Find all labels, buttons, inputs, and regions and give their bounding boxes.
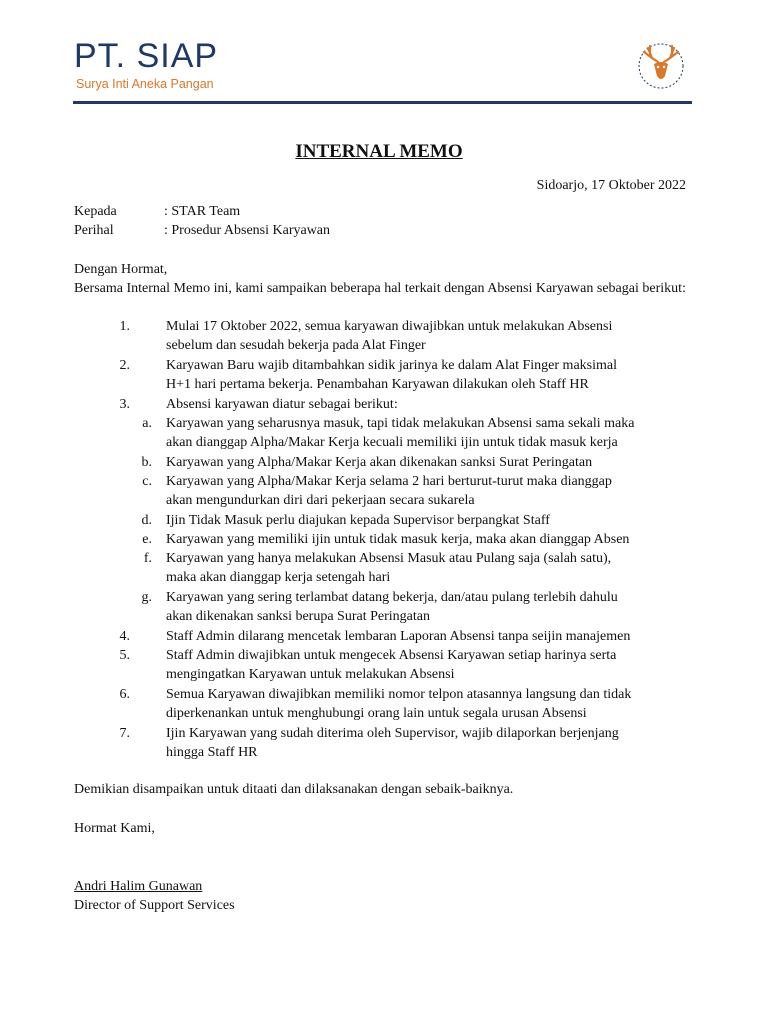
to-label: Kepada bbox=[74, 204, 117, 219]
list-marker: b. bbox=[141, 455, 152, 470]
list-item-line: Absensi karyawan diatur sebagai berikut: bbox=[166, 397, 398, 412]
to-value: : STAR Team bbox=[164, 204, 241, 219]
list-item-line: maka akan dianggap kerja setengah hari bbox=[166, 570, 391, 585]
list-item-line: Karyawan yang seharusnya masuk, tapi tidak melakukan Absensi sama sekali maka bbox=[166, 416, 635, 431]
place-date: Sidoarjo, 17 Oktober 2022 bbox=[536, 178, 686, 193]
list-item-line: Ijin Karyawan yang sudah diterima oleh Supervisor, wajib dilaporkan berjenjang bbox=[166, 726, 619, 741]
list-marker: d. bbox=[141, 513, 152, 528]
signer-title: Director of Support Services bbox=[74, 898, 235, 913]
list-item-line: H+1 hari pertama bekerja. Penambahan Karyawan dilakukan oleh Staff HR bbox=[166, 377, 589, 392]
closing-paragraph: Demikian disampaikan untuk ditaati dan dilaksanakan dengan sebaik-baiknya. bbox=[74, 782, 514, 797]
company-logo-name: PT. SIAP bbox=[74, 37, 219, 75]
list-marker: e. bbox=[142, 532, 152, 547]
list-item-line: Staff Admin dilarang mencetak lembaran Laporan Absensi tanpa seijin manajemen bbox=[166, 629, 631, 644]
list-marker: 1. bbox=[119, 319, 130, 334]
list-item-line: Staff Admin diwajibkan untuk mengecek Absensi Karyawan setiap harinya serta bbox=[166, 648, 617, 663]
list-item-line: hingga Staff HR bbox=[166, 745, 258, 760]
list-marker: 6. bbox=[119, 687, 130, 702]
company-tagline: Surya Inti Aneka Pangan bbox=[76, 77, 214, 91]
list-item-line: akan dianggap Alpha/Makar Kerja kecuali memiliki ijin untuk tidak masuk kerja bbox=[166, 435, 618, 450]
list-marker: f. bbox=[143, 551, 152, 566]
list-marker: 7. bbox=[119, 726, 130, 741]
list-item-line: Semua Karyawan diwajibkan memiliki nomor telpon atasannya langsung dan tidak bbox=[166, 687, 632, 702]
list-marker: 3. bbox=[119, 397, 130, 412]
memo-title: INTERNAL MEMO bbox=[295, 141, 463, 162]
list-item-line: Karyawan yang memiliki ijin untuk tidak masuk kerja, maka akan dianggap Absen bbox=[166, 532, 630, 547]
intro-paragraph: Bersama Internal Memo ini, kami sampaikan beberapa hal terkait dengan Absensi Karyawan sebagai berikut: bbox=[74, 281, 686, 296]
list-marker: 4. bbox=[119, 629, 130, 644]
list-item-line: akan dikenakan sanksi berupa Surat Peringatan bbox=[166, 609, 430, 624]
list-item-line: sebelum dan sesudah bekerja pada Alat Finger bbox=[166, 338, 426, 353]
list-item-line: Ijin Tidak Masuk perlu diajukan kepada Supervisor berpangkat Staff bbox=[166, 513, 550, 528]
list-item-line: mengingatkan Karyawan untuk melakukan Absensi bbox=[166, 667, 455, 682]
list-marker: g. bbox=[141, 590, 152, 605]
deer-emblem-icon bbox=[628, 36, 694, 92]
list-item-line: diperkenankan untuk menghubungi orang lain untuk segala urusan Absensi bbox=[166, 706, 587, 721]
salutation: Dengan Hormat, bbox=[74, 262, 168, 277]
header-divider bbox=[73, 101, 692, 104]
subject-value: : Prosedur Absensi Karyawan bbox=[164, 223, 331, 238]
list-marker: 5. bbox=[119, 648, 130, 663]
list-marker: 2. bbox=[119, 358, 130, 373]
regards: Hormat Kami, bbox=[74, 821, 155, 836]
list-item-line: Karyawan yang Alpha/Makar Kerja selama 2 hari berturut-turut maka dianggap bbox=[166, 474, 612, 489]
list-item-line: Karyawan yang sering terlambat datang bekerja, dan/atau pulang terlebih dahulu bbox=[166, 590, 618, 605]
subject-label: Perihal bbox=[74, 223, 114, 238]
list-item-line: akan mengundurkan diri dari pekerjaan secara sukarela bbox=[166, 493, 475, 508]
signer-name: Andri Halim Gunawan bbox=[74, 879, 203, 894]
list-marker: c. bbox=[142, 474, 152, 489]
list-item-line: Mulai 17 Oktober 2022, semua karyawan diwajibkan untuk melakukan Absensi bbox=[166, 319, 613, 334]
list-marker: a. bbox=[142, 416, 152, 431]
list-item-line: Karyawan yang hanya melakukan Absensi Masuk atau Pulang saja (salah satu), bbox=[166, 551, 612, 566]
list-item-line: Karyawan Baru wajib ditambahkan sidik jarinya ke dalam Alat Finger maksimal bbox=[166, 358, 617, 373]
list-item-line: Karyawan yang Alpha/Makar Kerja akan dikenakan sanksi Surat Peringatan bbox=[166, 455, 593, 470]
